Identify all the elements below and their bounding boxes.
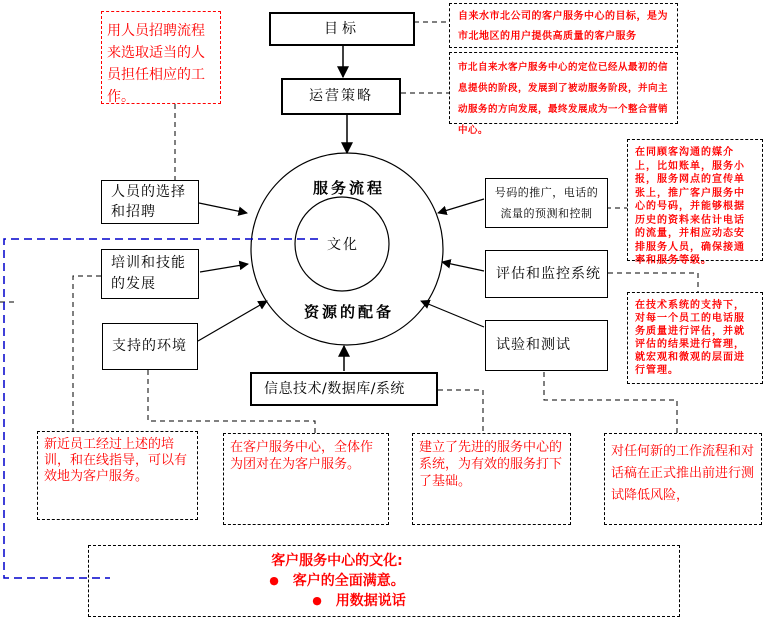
circle-bottom-label: 资源的配备	[303, 303, 394, 321]
connector-training-note	[73, 276, 101, 431]
arrow-staffing-to-circle	[199, 203, 247, 213]
connector-it-note	[438, 390, 483, 433]
promotion-box	[485, 178, 608, 228]
it-system-box	[250, 372, 438, 406]
culture-bullet-item	[89, 571, 585, 591]
evaluation-box	[485, 250, 608, 298]
arrow-environment-to-circle	[198, 301, 267, 341]
culture-title: 客户服务中心的文化:	[271, 553, 403, 569]
teamwork-note: 在客户服务中心，全体作为团对在为客户服务。	[223, 433, 389, 525]
staffing-label-line1: 人员的选择	[111, 184, 186, 200]
culture-bullet-item	[89, 591, 585, 611]
bullet-icon: ●	[269, 574, 279, 587]
environment-label: 支持的环境	[112, 338, 187, 354]
goal-box	[269, 12, 415, 46]
promotion-label-line1: 号码的推广，电话的	[494, 186, 599, 199]
training-note: 新近员工经过上述的培训，和在线指导，可以有效地为客户服务。	[37, 431, 198, 520]
evaluation-label: 评估和监控系统	[496, 265, 601, 282]
testing-note: 对任何新的工作流程和对话稿在正式推出前进行测试降低风险，	[604, 433, 762, 525]
culture-content	[89, 546, 585, 611]
recruiting-note: 用人员招聘流程来选取适当的人员担任相应的工作。	[101, 11, 221, 104]
testing-label: 试验和测试	[496, 337, 571, 353]
strategy-note: 市北自来水客户服务中心的定位已经从最初的信息提供的阶段，发展到了被动服务阶段，并向主动服务的方向发展，最终发展成为一个整合营销中心。	[449, 52, 678, 124]
it-system-label: 信息技术/数据库/系统	[264, 380, 405, 397]
circle-top-label: 服务流程	[312, 179, 385, 197]
culture-box	[88, 545, 680, 617]
culture-bullet-text: 客户的全面满意。	[292, 573, 405, 589]
training-box	[101, 249, 199, 299]
strategy-box	[281, 78, 401, 115]
goal-label: 目标	[324, 20, 360, 37]
system-note: 建立了先进的服务中心的系统，为有效的服务打下了基础。	[412, 433, 571, 525]
arrow-training-to-circle	[200, 264, 248, 272]
promotion-label-line2: 流量的预测和控制	[500, 207, 593, 220]
bullet-icon: ●	[312, 594, 322, 607]
arrow-evaluation-to-circle	[442, 262, 484, 271]
arrow-promotion-to-circle	[438, 199, 484, 213]
staffing-label-line2: 和招聘	[111, 204, 156, 220]
strategy-label: 运营策略	[309, 88, 373, 104]
environment-box	[102, 323, 198, 370]
arrow-testing-to-circle	[421, 301, 484, 327]
culture-bullet-text: 用数据说话	[335, 593, 406, 609]
training-label-line1: 培训和技能	[111, 255, 186, 271]
testing-box	[485, 320, 608, 371]
training-label-line2: 的发展	[111, 276, 156, 292]
circle-center-label: 文化	[327, 237, 359, 253]
promotion-note: 在同顾客沟通的媒介上，比如账单，服务小报，服务网点的宣传单张上，推广客户服务中心的号码，并能够根据历史的资料来估计电话的流量，并相应动态安排服务人员，确保接通率和服务等级。	[627, 139, 763, 261]
goal-note: 自来水市北公司的客户服务中心的目标，是为市北地区的用户提供高质量的客户服务	[449, 3, 678, 48]
connector-evaluation-note	[608, 273, 698, 292]
staffing-box	[101, 180, 199, 224]
evaluation-note: 在技术系统的支持下，对每一个员工的电话服务质量进行评估，并就评估的结果进行管理，就宏观和微观的层面进行管理。	[627, 292, 763, 384]
